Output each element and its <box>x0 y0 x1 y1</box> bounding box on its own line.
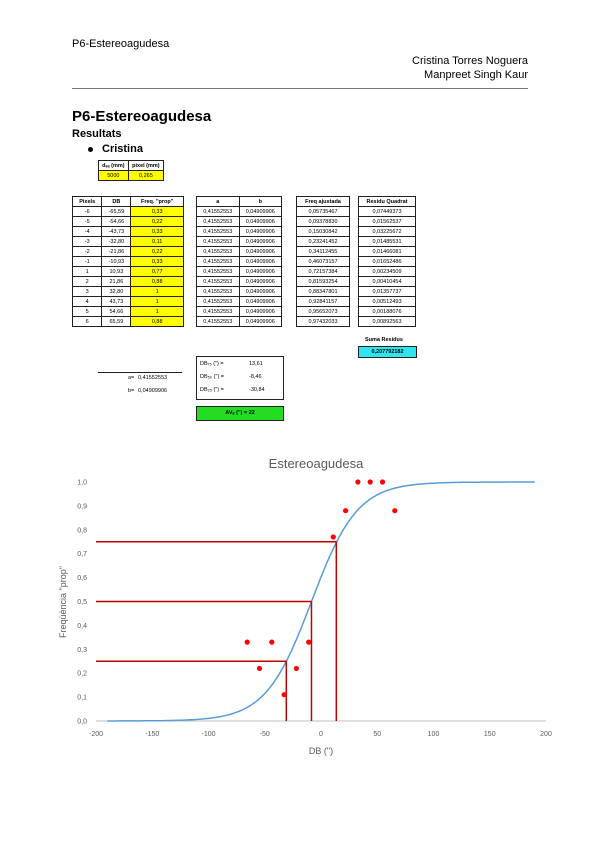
table-cell: 0,41552553 <box>197 247 240 257</box>
table-cell: 10,93 <box>102 267 131 277</box>
table-cell: 0,04909906 <box>239 277 282 287</box>
table-cell: 0,00410454 <box>359 277 416 287</box>
x-tick-label: 150 <box>483 731 496 738</box>
table-row <box>197 277 282 287</box>
table-cell: 1 <box>73 267 102 277</box>
table-cell: 0,92841157 <box>297 297 350 307</box>
params-header: pixel (mm) <box>128 161 163 171</box>
table-cell: 1 <box>131 287 184 297</box>
db25-value: -30,84 <box>249 387 265 393</box>
table-row <box>197 247 282 257</box>
table-cell: 0,01357737 <box>359 287 416 297</box>
table-cell: 0,77 <box>131 267 184 277</box>
table-row <box>359 227 416 237</box>
table-row <box>197 317 282 327</box>
y-tick-label: 0,0 <box>77 718 87 726</box>
table-cell: 0,04909906 <box>239 207 282 217</box>
data-point <box>355 479 360 484</box>
y-tick-label: 0,4 <box>77 622 87 630</box>
table-row <box>73 267 184 277</box>
table-row <box>73 227 184 237</box>
table-row <box>359 297 416 307</box>
residu-table <box>358 196 416 327</box>
table-cell: 0,41552553 <box>197 317 240 327</box>
x-tick-label: -200 <box>88 731 104 738</box>
bullet-item <box>88 143 143 155</box>
data-point <box>380 479 385 484</box>
table-cell: 0,41552553 <box>197 237 240 247</box>
ab-table <box>196 196 282 327</box>
table-cell: 0,01466081 <box>359 247 416 257</box>
table-cell: 0,41552553 <box>197 257 240 267</box>
table-cell: -21,86 <box>102 247 131 257</box>
data-point <box>294 666 299 671</box>
table-row <box>73 287 184 297</box>
table-cell: 0,09378830 <box>297 217 350 227</box>
authors <box>412 54 528 82</box>
y-tick-label: 0,3 <box>77 646 87 654</box>
chart-points <box>245 479 398 697</box>
freq-header: Freq ajustada <box>297 197 350 207</box>
table-cell: 0,04909906 <box>239 307 282 317</box>
table-cell: 3 <box>73 287 102 297</box>
table-row <box>197 267 282 277</box>
table-cell: 54,66 <box>102 307 131 317</box>
table-cell: 5 <box>73 307 102 317</box>
params-header: dₔₐ (mm) <box>99 161 129 171</box>
residu-header: Residu Quadrat <box>359 197 416 207</box>
table-cell: 0,88 <box>131 317 184 327</box>
table-cell: -6 <box>73 207 102 217</box>
table-cell: 0,05735467 <box>297 207 350 217</box>
table-row <box>359 207 416 217</box>
table-row <box>359 237 416 247</box>
table-cell: 0,95652073 <box>297 307 350 317</box>
x-tick-label: -150 <box>145 731 160 738</box>
table-cell: 4 <box>73 297 102 307</box>
a-label: a= <box>128 375 135 381</box>
stereo-chart <box>0 440 600 770</box>
table-row <box>297 267 350 277</box>
table-cell: 0,04909906 <box>239 217 282 227</box>
table-row <box>73 277 184 287</box>
table-row <box>297 237 350 247</box>
table-cell: 0,04909906 <box>239 237 282 247</box>
data-point <box>343 508 348 513</box>
table-cell: 1 <box>131 297 184 307</box>
table-row <box>297 217 350 227</box>
av-result: AVₐ (") = 22 <box>196 406 284 421</box>
bullet-label: Cristina <box>102 143 143 155</box>
db50-label: DB₅₀ (") = <box>200 374 225 380</box>
table-cell: 0,00234509 <box>359 267 416 277</box>
params-value: 0,265 <box>128 171 163 181</box>
y-tick-label: 0,9 <box>77 503 87 511</box>
table-cell: 0,04909906 <box>239 297 282 307</box>
table-row <box>197 237 282 247</box>
table-row <box>73 217 184 227</box>
ab-header: a <box>197 197 240 207</box>
data-point <box>331 534 336 539</box>
table-row <box>297 247 350 257</box>
b-value: 0,04909906 <box>138 388 168 394</box>
table-cell: 0,88 <box>131 277 184 287</box>
table-cell: 0,11 <box>131 237 184 247</box>
table-cell: 0,07449373 <box>359 207 416 217</box>
table-row <box>197 307 282 317</box>
header-divider <box>72 88 528 89</box>
section-subtitle: Resultats <box>72 128 122 140</box>
table-row <box>73 247 184 257</box>
table-cell: -3 <box>73 237 102 247</box>
db50-value: -8,46 <box>249 374 262 380</box>
table-row <box>359 277 416 287</box>
table-row <box>197 287 282 297</box>
table-cell: 0,41552553 <box>197 207 240 217</box>
table-cell: 0,34112455 <box>297 247 350 257</box>
table-row <box>197 207 282 217</box>
params-value: 5000 <box>99 171 129 181</box>
db75-value: 13,61 <box>249 361 263 367</box>
y-tick-label: 0,8 <box>77 527 87 535</box>
table-cell: 0,33 <box>131 227 184 237</box>
table-cell: 0,00892563 <box>359 317 416 327</box>
table-cell: 1 <box>131 307 184 317</box>
table-row <box>297 257 350 267</box>
table-cell: 0,41552553 <box>197 287 240 297</box>
table-row <box>297 317 350 327</box>
table-cell: -43,73 <box>102 227 131 237</box>
y-tick-label: 0,1 <box>77 694 87 702</box>
data-point <box>368 479 373 484</box>
table-row <box>297 307 350 317</box>
table-cell: 0,41552553 <box>197 227 240 237</box>
table-row <box>297 207 350 217</box>
table-cell: 0,41552553 <box>197 277 240 287</box>
x-tick-label: 0 <box>319 731 323 738</box>
data-header: DB <box>102 197 131 207</box>
y-tick-label: 0,2 <box>77 670 87 678</box>
author-1: Cristina Torres Noguera <box>412 55 528 67</box>
table-row <box>197 297 282 307</box>
b-label: b= <box>128 388 135 394</box>
table-cell: -32,80 <box>102 237 131 247</box>
y-axis-label: Freqüència "prop" <box>58 566 68 638</box>
table-row <box>197 217 282 227</box>
suma-label: Suma Residus <box>365 337 403 343</box>
x-tick-label: 50 <box>373 731 382 738</box>
suma-value: 0,207792182 <box>358 346 417 358</box>
table-cell: 43,73 <box>102 297 131 307</box>
x-axis-label: DB (") <box>308 746 334 756</box>
table-row <box>297 287 350 297</box>
table-cell: -54,66 <box>102 217 131 227</box>
table-cell: 0,00188076 <box>359 307 416 317</box>
data-table <box>72 196 184 327</box>
table-cell: 21,86 <box>102 277 131 287</box>
table-row <box>359 257 416 267</box>
table-cell: 0,33 <box>131 207 184 217</box>
table-cell: -1 <box>73 257 102 267</box>
table-cell: 0,15030842 <box>297 227 350 237</box>
table-cell: -2 <box>73 247 102 257</box>
table-cell: 0,97432033 <box>297 317 350 327</box>
ab-header: b <box>239 197 282 207</box>
a-value: 0,41552553 <box>138 375 168 381</box>
table-row <box>197 257 282 267</box>
y-tick-label: 0,5 <box>77 599 87 606</box>
table-row <box>73 307 184 317</box>
table-cell: 0,01562537 <box>359 217 416 227</box>
table-cell: 0,41552553 <box>197 267 240 277</box>
chart-title: Estereoagudesa <box>268 456 364 471</box>
db-summary-box <box>196 356 284 400</box>
data-header: Pixels <box>73 197 102 207</box>
table-cell: 0,00512493 <box>359 297 416 307</box>
data-point <box>245 640 250 645</box>
data-point <box>257 666 262 671</box>
data-point <box>306 640 311 645</box>
table-cell: 0,72157384 <box>297 267 350 277</box>
y-tick-label: 1,0 <box>77 479 87 487</box>
table-cell: 0,23241452 <box>297 237 350 247</box>
x-tick-label: 100 <box>427 731 440 738</box>
x-tick-label: 200 <box>540 731 552 738</box>
params-table <box>98 160 164 181</box>
data-point <box>269 640 274 645</box>
table-cell: 6 <box>73 317 102 327</box>
table-cell: 0,04909906 <box>239 267 282 277</box>
table-row <box>297 297 350 307</box>
data-point <box>392 508 397 513</box>
doc-code: P6-Estereoagudesa <box>72 38 170 50</box>
table-row <box>73 257 184 267</box>
table-row <box>73 237 184 247</box>
table-cell: 65,59 <box>102 317 131 327</box>
table-cell: 0,04909906 <box>239 317 282 327</box>
ab-summary-rule <box>98 372 182 373</box>
data-header: Freq. "prop" <box>131 197 184 207</box>
table-cell: 0,22 <box>131 217 184 227</box>
table-cell: 0,04909906 <box>239 257 282 267</box>
table-cell: 32,80 <box>102 287 131 297</box>
table-cell: 0,81593254 <box>297 277 350 287</box>
y-tick-label: 0,6 <box>77 575 87 583</box>
table-row <box>359 287 416 297</box>
table-row <box>359 317 416 327</box>
db25-label: DB₂₅ (") = <box>200 387 224 393</box>
table-cell: 0,41552553 <box>197 297 240 307</box>
table-cell: 0,01485531 <box>359 237 416 247</box>
table-cell: 0,04909906 <box>239 227 282 237</box>
db75-label: DB₇₅ (") = <box>200 361 224 367</box>
table-cell: -4 <box>73 227 102 237</box>
table-row <box>359 217 416 227</box>
x-tick-label: -50 <box>259 731 270 738</box>
table-row <box>73 297 184 307</box>
table-cell: -65,59 <box>102 207 131 217</box>
table-row <box>73 207 184 217</box>
table-cell: 0,22 <box>131 247 184 257</box>
table-cell: 0,33 <box>131 257 184 267</box>
table-row <box>297 227 350 237</box>
table-cell: 0,01652486 <box>359 257 416 267</box>
y-tick-label: 0,7 <box>77 551 87 559</box>
table-row <box>197 227 282 237</box>
table-row <box>73 317 184 327</box>
freq-table <box>296 196 350 327</box>
author-2: Manpreet Singh Kaur <box>424 69 528 81</box>
table-row <box>359 307 416 317</box>
table-cell: 0,41552553 <box>197 307 240 317</box>
bullet-icon <box>88 147 93 152</box>
table-row <box>297 277 350 287</box>
table-cell: 2 <box>73 277 102 287</box>
section-title: P6-Estereoagudesa <box>72 108 212 125</box>
table-cell: 0,04909906 <box>239 287 282 297</box>
table-cell: 0,46073157 <box>297 257 350 267</box>
table-cell: -5 <box>73 217 102 227</box>
table-cell: 0,04909906 <box>239 247 282 257</box>
chart-axes <box>77 480 552 739</box>
data-point <box>282 692 287 697</box>
table-cell: 0,41552553 <box>197 217 240 227</box>
table-cell: -10,93 <box>102 257 131 267</box>
table-row <box>359 267 416 277</box>
table-cell: 0,03225672 <box>359 227 416 237</box>
table-row <box>359 247 416 257</box>
x-tick-label: -100 <box>201 731 216 738</box>
table-cell: 0,88347801 <box>297 287 350 297</box>
